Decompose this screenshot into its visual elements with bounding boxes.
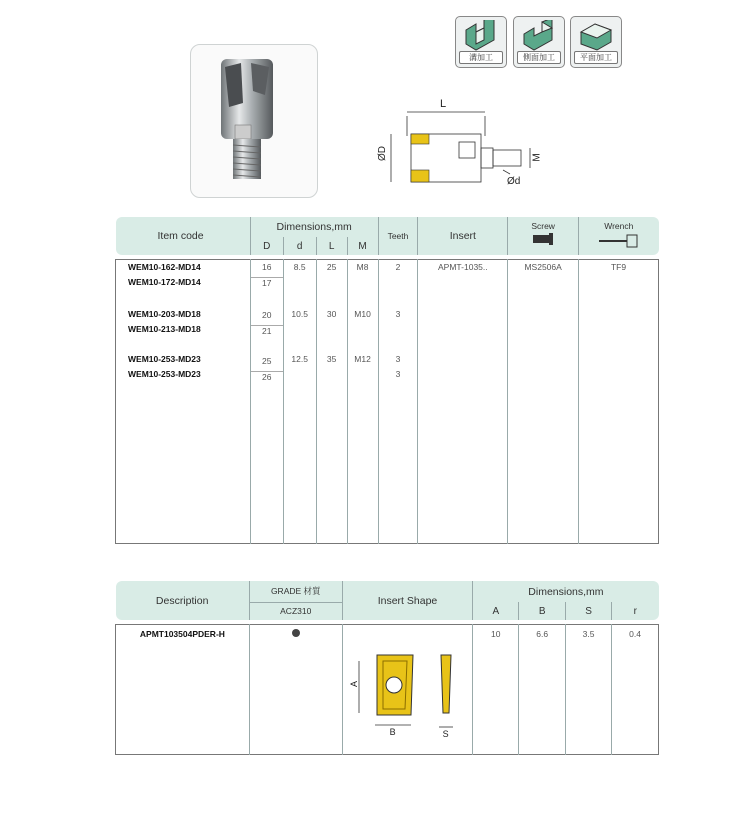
dim-A-header: A <box>473 602 519 620</box>
screw-value: MS2506A <box>508 259 579 543</box>
op-label: 平面加工 <box>574 51 618 64</box>
face-milling-icon <box>570 16 622 68</box>
D-value: 26 <box>251 371 283 387</box>
teeth-value: 3 <box>395 353 401 364</box>
grade-available-dot <box>292 629 300 637</box>
item-code-column <box>116 259 251 543</box>
slot-milling-icon <box>455 16 507 68</box>
dim-d: Ød <box>507 176 521 187</box>
dim-d-header: d <box>283 237 316 255</box>
screw-header-label: Screw <box>531 221 555 231</box>
tool-drawing <box>377 96 555 192</box>
D-column <box>250 259 283 543</box>
tool-drawing-icon <box>385 96 555 192</box>
teeth-column <box>378 259 418 543</box>
insert-shape-cell <box>342 624 473 754</box>
screw-header <box>508 217 579 255</box>
dim-D: ØD <box>377 146 388 161</box>
M-value: M12 <box>354 353 371 364</box>
end-mill-photo-icon <box>191 45 317 197</box>
d-value: 8.5 <box>293 261 306 272</box>
insert-shape-icon <box>343 625 474 755</box>
product-photo <box>190 44 318 198</box>
table-row: WEM10-253-MD23 <box>128 353 201 364</box>
grade-header: GRADE 材質 <box>249 581 342 602</box>
teeth-value: 2 <box>395 261 401 272</box>
S-value: 3.5 <box>566 624 612 754</box>
insert-spec-table <box>115 581 659 755</box>
insert-description: APMT103504PDER-H <box>139 628 225 639</box>
L-value: 35 <box>326 353 337 364</box>
A-value: 10 <box>473 624 519 754</box>
insert-shape-header: Insert Shape <box>342 581 473 620</box>
screw-icon <box>531 233 555 247</box>
insert-header: Insert <box>418 217 508 255</box>
M-value: M8 <box>356 261 369 272</box>
description-header: Description <box>155 594 209 607</box>
dim-D-header: D <box>250 237 283 255</box>
item-code-header: Item code <box>157 230 204 242</box>
D-value: 21 <box>251 325 283 356</box>
side-milling-icon <box>513 16 565 68</box>
wrench-header <box>579 217 659 255</box>
table-row: WEM10-162-MD14 <box>128 261 201 272</box>
description-cell <box>116 624 250 754</box>
d-value: 12.5 <box>291 353 308 364</box>
shape-label-B: B <box>389 726 396 737</box>
dim-B-header: B <box>519 602 566 620</box>
dim-M-header: M <box>347 237 378 255</box>
wrench-value: TF9 <box>579 259 659 543</box>
L-value: 25 <box>326 261 337 272</box>
M-value: M10 <box>354 308 371 319</box>
B-value: 6.6 <box>519 624 566 754</box>
table-row: WEM10-253-MD23 <box>128 368 201 379</box>
table-row: WEM10-213-MD18 <box>128 323 201 334</box>
D-value: 25 <box>261 355 272 366</box>
r-value: 0.4 <box>612 624 659 754</box>
dim-r-header: r <box>612 602 659 620</box>
d-value: 10.5 <box>291 308 308 319</box>
d-column <box>283 259 316 543</box>
dim-L-header: L <box>316 237 347 255</box>
op-label: 溝加工 <box>459 51 503 64</box>
teeth-value: 3 <box>395 308 401 319</box>
teeth-header: Teeth <box>378 217 418 255</box>
table-row: WEM10-172-MD14 <box>128 276 201 287</box>
grade-cell <box>249 624 342 754</box>
dim-S-header: S <box>566 602 612 620</box>
dimensions-header: Dimensions,mm <box>250 217 378 237</box>
wrench-icon <box>597 233 641 249</box>
L-value: 30 <box>326 308 337 319</box>
D-value: 17 <box>251 277 283 310</box>
op-label: 側面加工 <box>517 51 561 64</box>
shape-label-A: A <box>348 680 359 687</box>
M-column <box>347 259 378 543</box>
table-row: WEM10-203-MD18 <box>128 308 201 319</box>
L-column <box>316 259 347 543</box>
wrench-header-label: Wrench <box>604 221 634 231</box>
D-value: 16 <box>261 261 272 272</box>
cutter-spec-table <box>115 217 659 544</box>
shape-label-S: S <box>442 728 449 739</box>
dimensions2-header: Dimensions,mm <box>473 581 659 602</box>
teeth-value: 3 <box>395 368 401 379</box>
D-value: 20 <box>261 309 272 320</box>
dim-M: M <box>531 153 543 162</box>
insert-value: APMT-1035.. <box>418 259 508 543</box>
dim-L: L <box>440 98 447 110</box>
grade-code-header: ACZ310 <box>249 602 342 620</box>
